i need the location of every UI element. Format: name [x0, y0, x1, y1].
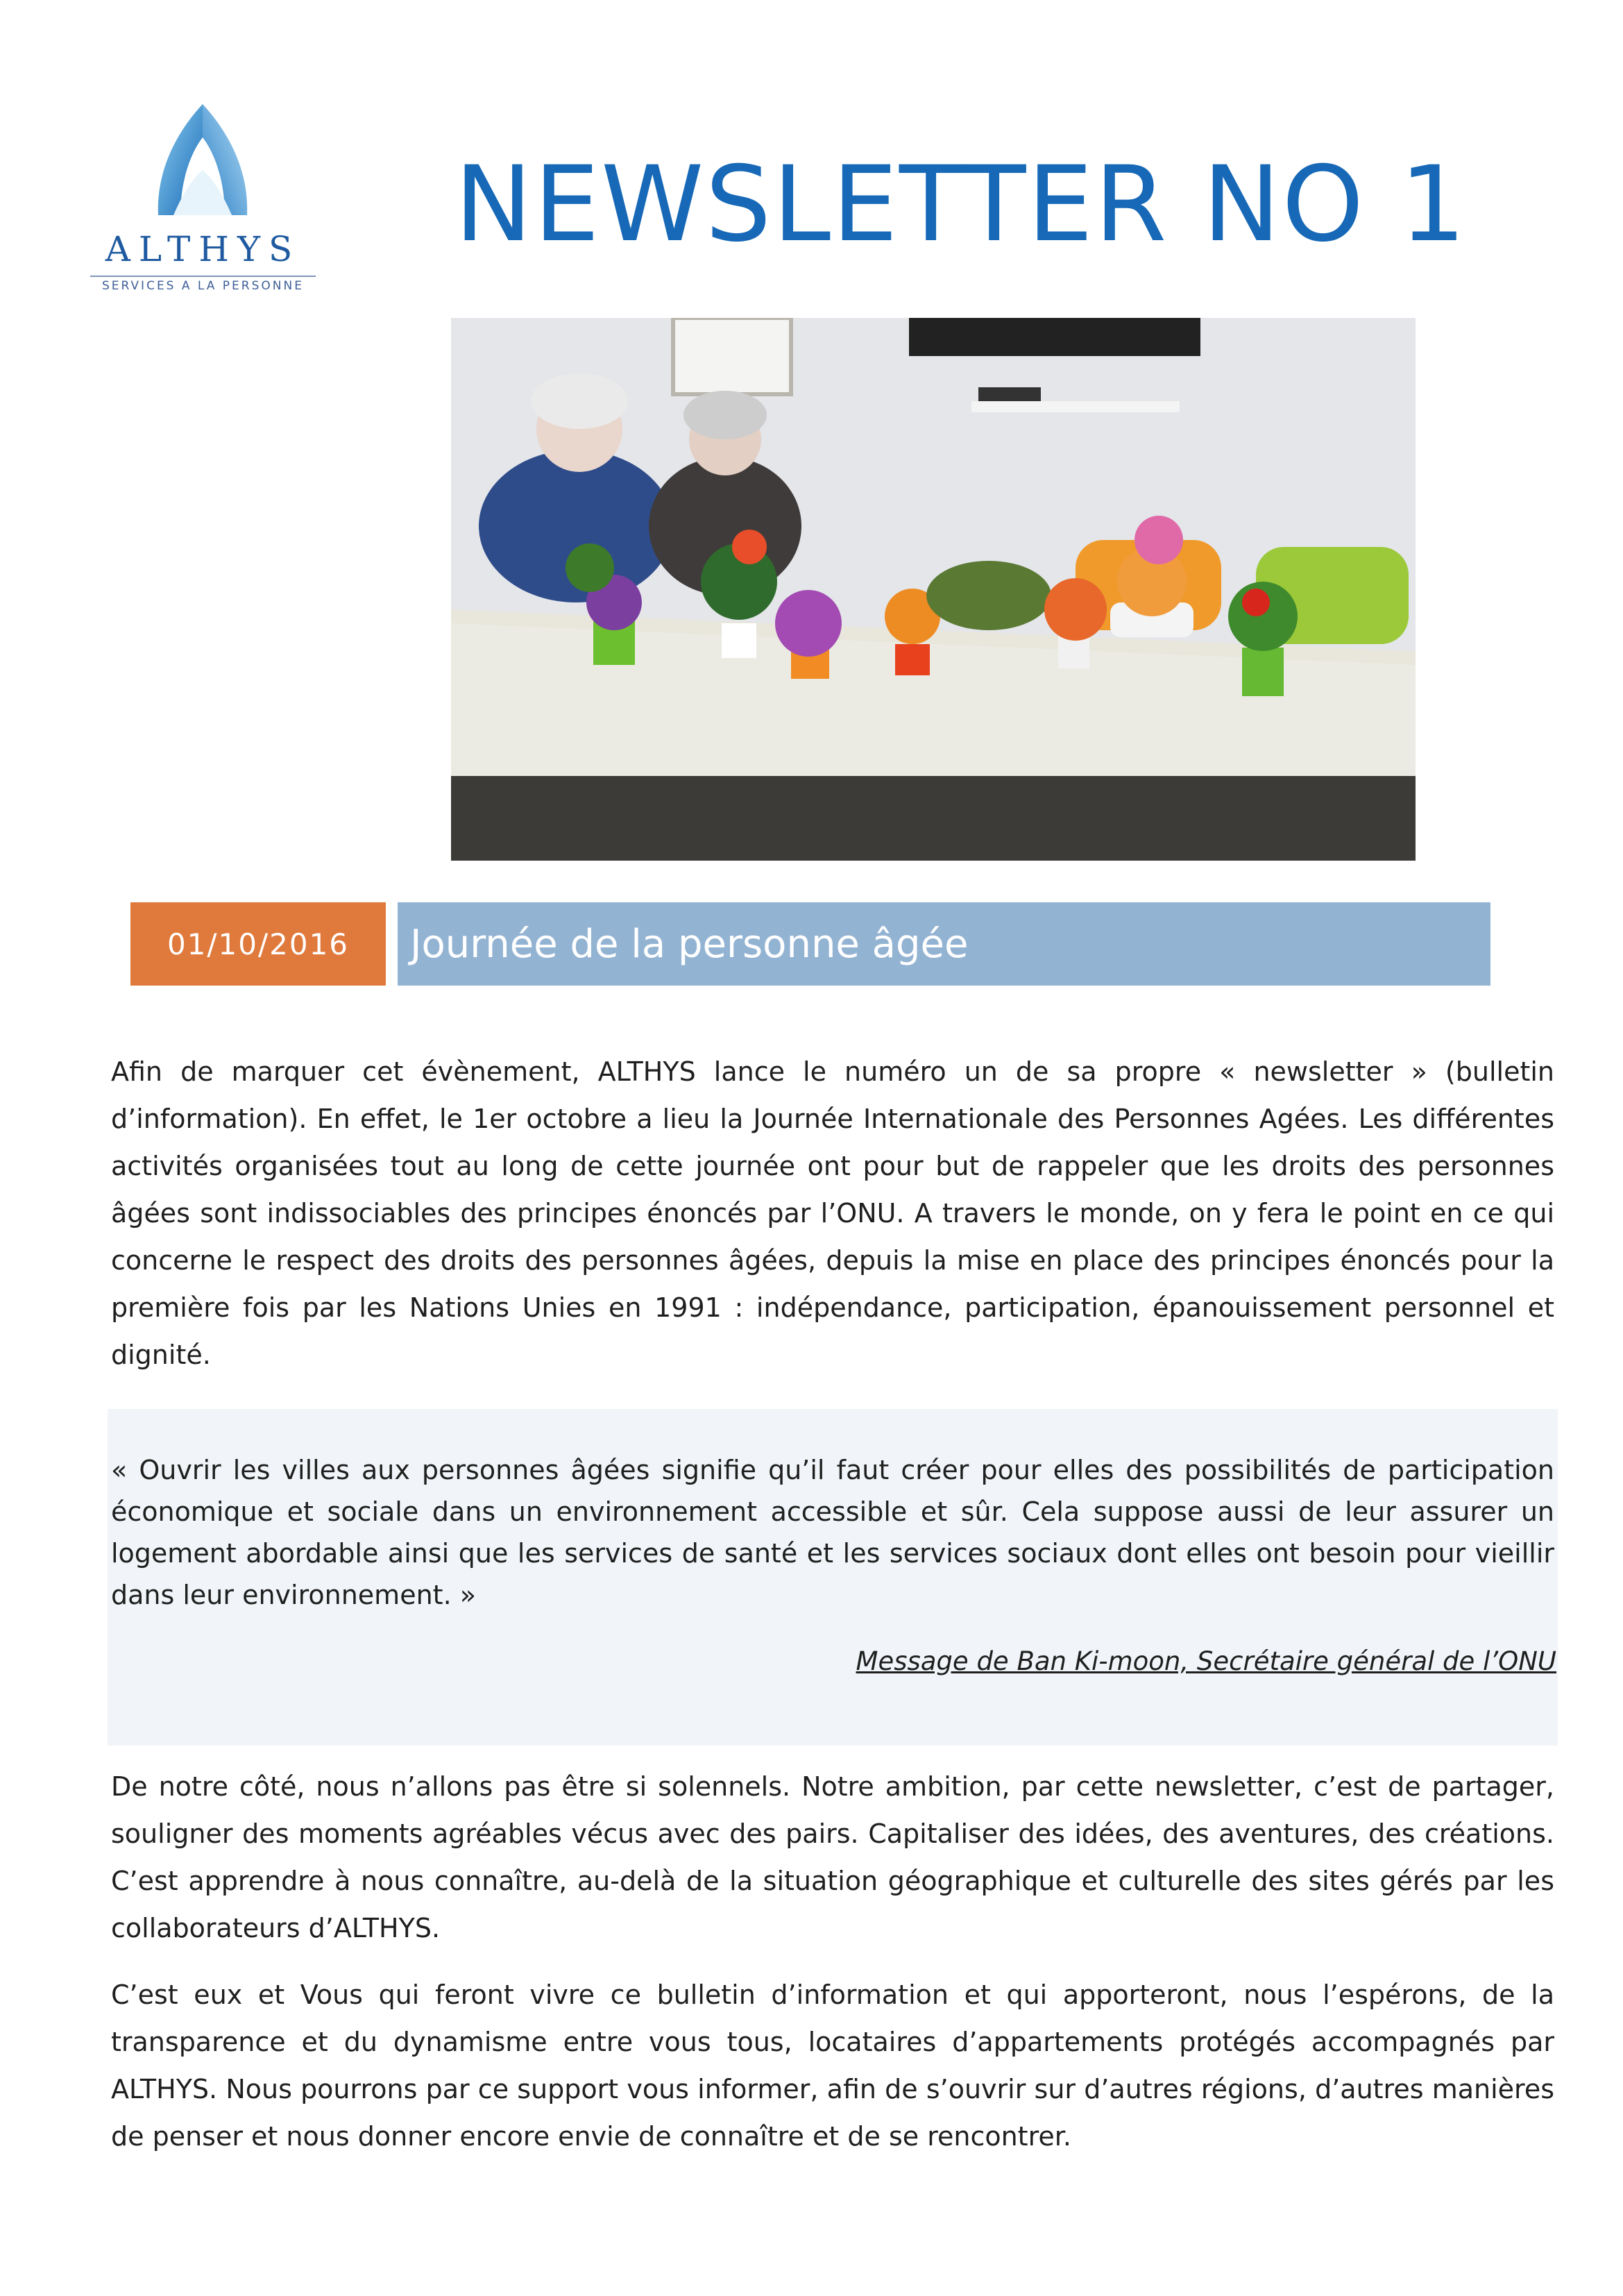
logo-divider [90, 276, 316, 277]
paragraph-3: C’est eux et Vous qui feront vivre ce bulletin d’information et qui apporteront, nous l’espérons, de la transparence et du dynamisme entre vous tous, locataires d’appartements protégés accompagnés par ALTHYS. Nous pourrons par ce support vous informer, afin de s’ouvrir sur d’autres régions, d’autres manières de penser et nous donner encore envie de connaître et de se rencontrer. [111, 1980, 1554, 2152]
article-photo [451, 318, 1416, 861]
quote-source: Message de Ban Ki-moon, Secrétaire général de l’ONU [856, 1646, 1556, 1676]
logo-tagline: SERVICES A LA PERSONNE [102, 279, 304, 293]
newsletter-title: NEWSLETTER NO 1 [454, 144, 1468, 265]
logo-wordmark: ALTHYS [105, 229, 301, 269]
article-headline: Journée de la personne âgée [398, 902, 1490, 986]
arch-flame-icon [153, 104, 253, 219]
photo-illustration [451, 318, 1416, 861]
paragraph-2: De notre côté, nous n’allons pas être si solennels. Notre ambition, par cette newsletter, c’est de partager, souligner des moments agréables vécus avec des pairs. Capitaliser des idées, des aventures, des créations. C’est apprendre à nous connaître, au-delà de la situation géographique et culturelle des sites gérés par les collaborateurs d’ALTHYS. [111, 1771, 1554, 1943]
quote-text: « Ouvrir les villes aux personnes âgées signifie qu’il faut créer pour elles des possibilités de participation économique et sociale dans un environnement accessible et sûr. Cela suppose aussi de leur assurer un logement abordable ainsi que les services de santé et les services sociaux dont elles ont besoin pour vieillir dans leur environnement. » [111, 1455, 1554, 1610]
intro-paragraph: Afin de marquer cet évènement, ALTHYS lance le numéro un de sa propre « newsletter » (bulletin d’information). En effet, le 1er octobre a lieu la Journée Internationale des Personnes Agées. Les différentes activités organisées tout au long de cette journée ont pour but de rappeler que les droits des personnes âgées sont indissociables des principes énoncés par l’ONU. A travers le monde, on y fera le point en ce qui concerne le respect des droits des personnes âgées, depuis la mise en place des principes énoncés pour la première fois par les Nations Unies en 1991 : indépendance, participation, épanouissement personnel et dignité. [111, 1056, 1554, 1370]
althys-logo [87, 104, 319, 293]
date-badge: 01/10/2016 [130, 902, 386, 986]
